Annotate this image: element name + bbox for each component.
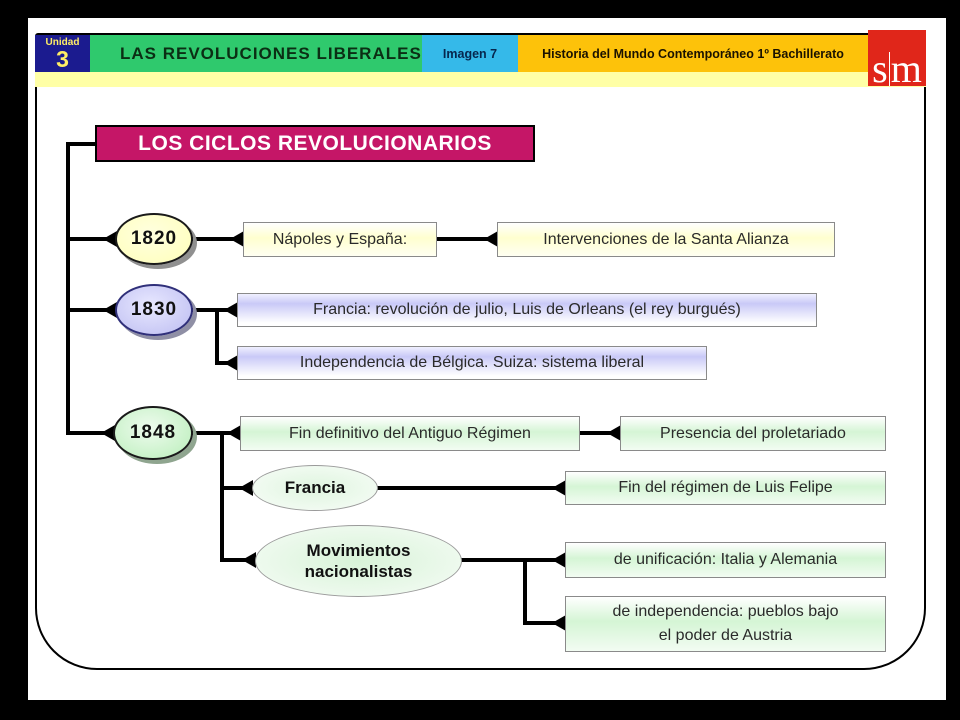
header-title-bar [90, 35, 422, 72]
sm-logo [868, 30, 926, 91]
box-fin-antiguo-regimen: Fin definitivo del Antiguo Régimen [240, 416, 580, 451]
year-1848-label: 1848 [129, 422, 177, 443]
box-independencia-line1: de independencia: pueblos bajo [612, 603, 839, 620]
arrowhead-icon [242, 552, 256, 568]
sm-logo-m: m [890, 46, 922, 91]
connector-line [66, 142, 95, 146]
arrowhead-icon [484, 231, 498, 247]
box-intervenciones-santa-alianza: Intervenciones de la Santa Alianza [497, 222, 835, 257]
year-1830-label: 1830 [130, 299, 178, 320]
movimientos-label-line2: nacionalistas [304, 562, 413, 581]
connector-line [523, 558, 527, 625]
sm-logo-divider [889, 52, 890, 86]
box-presencia-proletariado: Presencia del proletariado [620, 416, 886, 451]
oval-francia [252, 465, 378, 511]
unit-label: Unidad [45, 36, 80, 48]
box-independencia-text [613, 600, 839, 648]
arrowhead-icon [607, 425, 621, 441]
connector-line [460, 558, 567, 562]
slide-page [28, 18, 946, 700]
unit-badge [35, 35, 90, 72]
image-number-badge [422, 35, 518, 72]
movimientos-label-line1: Movimientos [306, 541, 411, 560]
course-bar [518, 35, 868, 72]
francia-label: Francia [284, 478, 346, 497]
arrowhead-icon [552, 615, 566, 631]
box-napoles-espana: Nápoles y España: [243, 222, 437, 257]
arrowhead-icon [224, 355, 238, 371]
oval-1848 [113, 406, 193, 460]
box-independencia-pueblos-austria [565, 596, 886, 652]
year-1820-label: 1820 [130, 228, 178, 249]
header-title: LAS REVOLUCIONES LIBERALES [120, 43, 422, 63]
connector-line [220, 431, 224, 562]
arrowhead-icon [239, 480, 253, 496]
unit-number: 3 [56, 45, 69, 72]
header-strip [35, 72, 926, 87]
connector-line [376, 486, 567, 490]
image-number-label: Imagen 7 [442, 46, 498, 61]
box-francia-revolucion-julio: Francia: revolución de julio, Luis de Orleans (el rey burgués) [237, 293, 817, 327]
arrowhead-icon [224, 302, 238, 318]
oval-1820 [115, 213, 193, 265]
connector-line [215, 308, 219, 365]
course-label: Historia del Mundo Contemporáneo 1º Bachillerato [542, 46, 844, 61]
box-independencia-belgica: Independencia de Bélgica. Suiza: sistema liberal [237, 346, 707, 380]
oval-1830 [115, 284, 193, 336]
arrowhead-icon [552, 480, 566, 496]
diagram-title: LOS CICLOS REVOLUCIONARIOS [95, 125, 535, 162]
box-independencia-line2: el poder de Austria [658, 627, 793, 644]
oval-movimientos-nacionalistas [255, 525, 462, 597]
arrowhead-icon [552, 552, 566, 568]
connector-trunk [66, 142, 70, 435]
box-fin-regimen-luis-felipe: Fin del régimen de Luis Felipe [565, 471, 886, 505]
arrowhead-icon [230, 231, 244, 247]
box-unificacion-italia-alemania: de unificación: Italia y Alemania [565, 542, 886, 578]
arrowhead-icon [227, 425, 241, 441]
sm-logo-s: s [872, 46, 888, 91]
